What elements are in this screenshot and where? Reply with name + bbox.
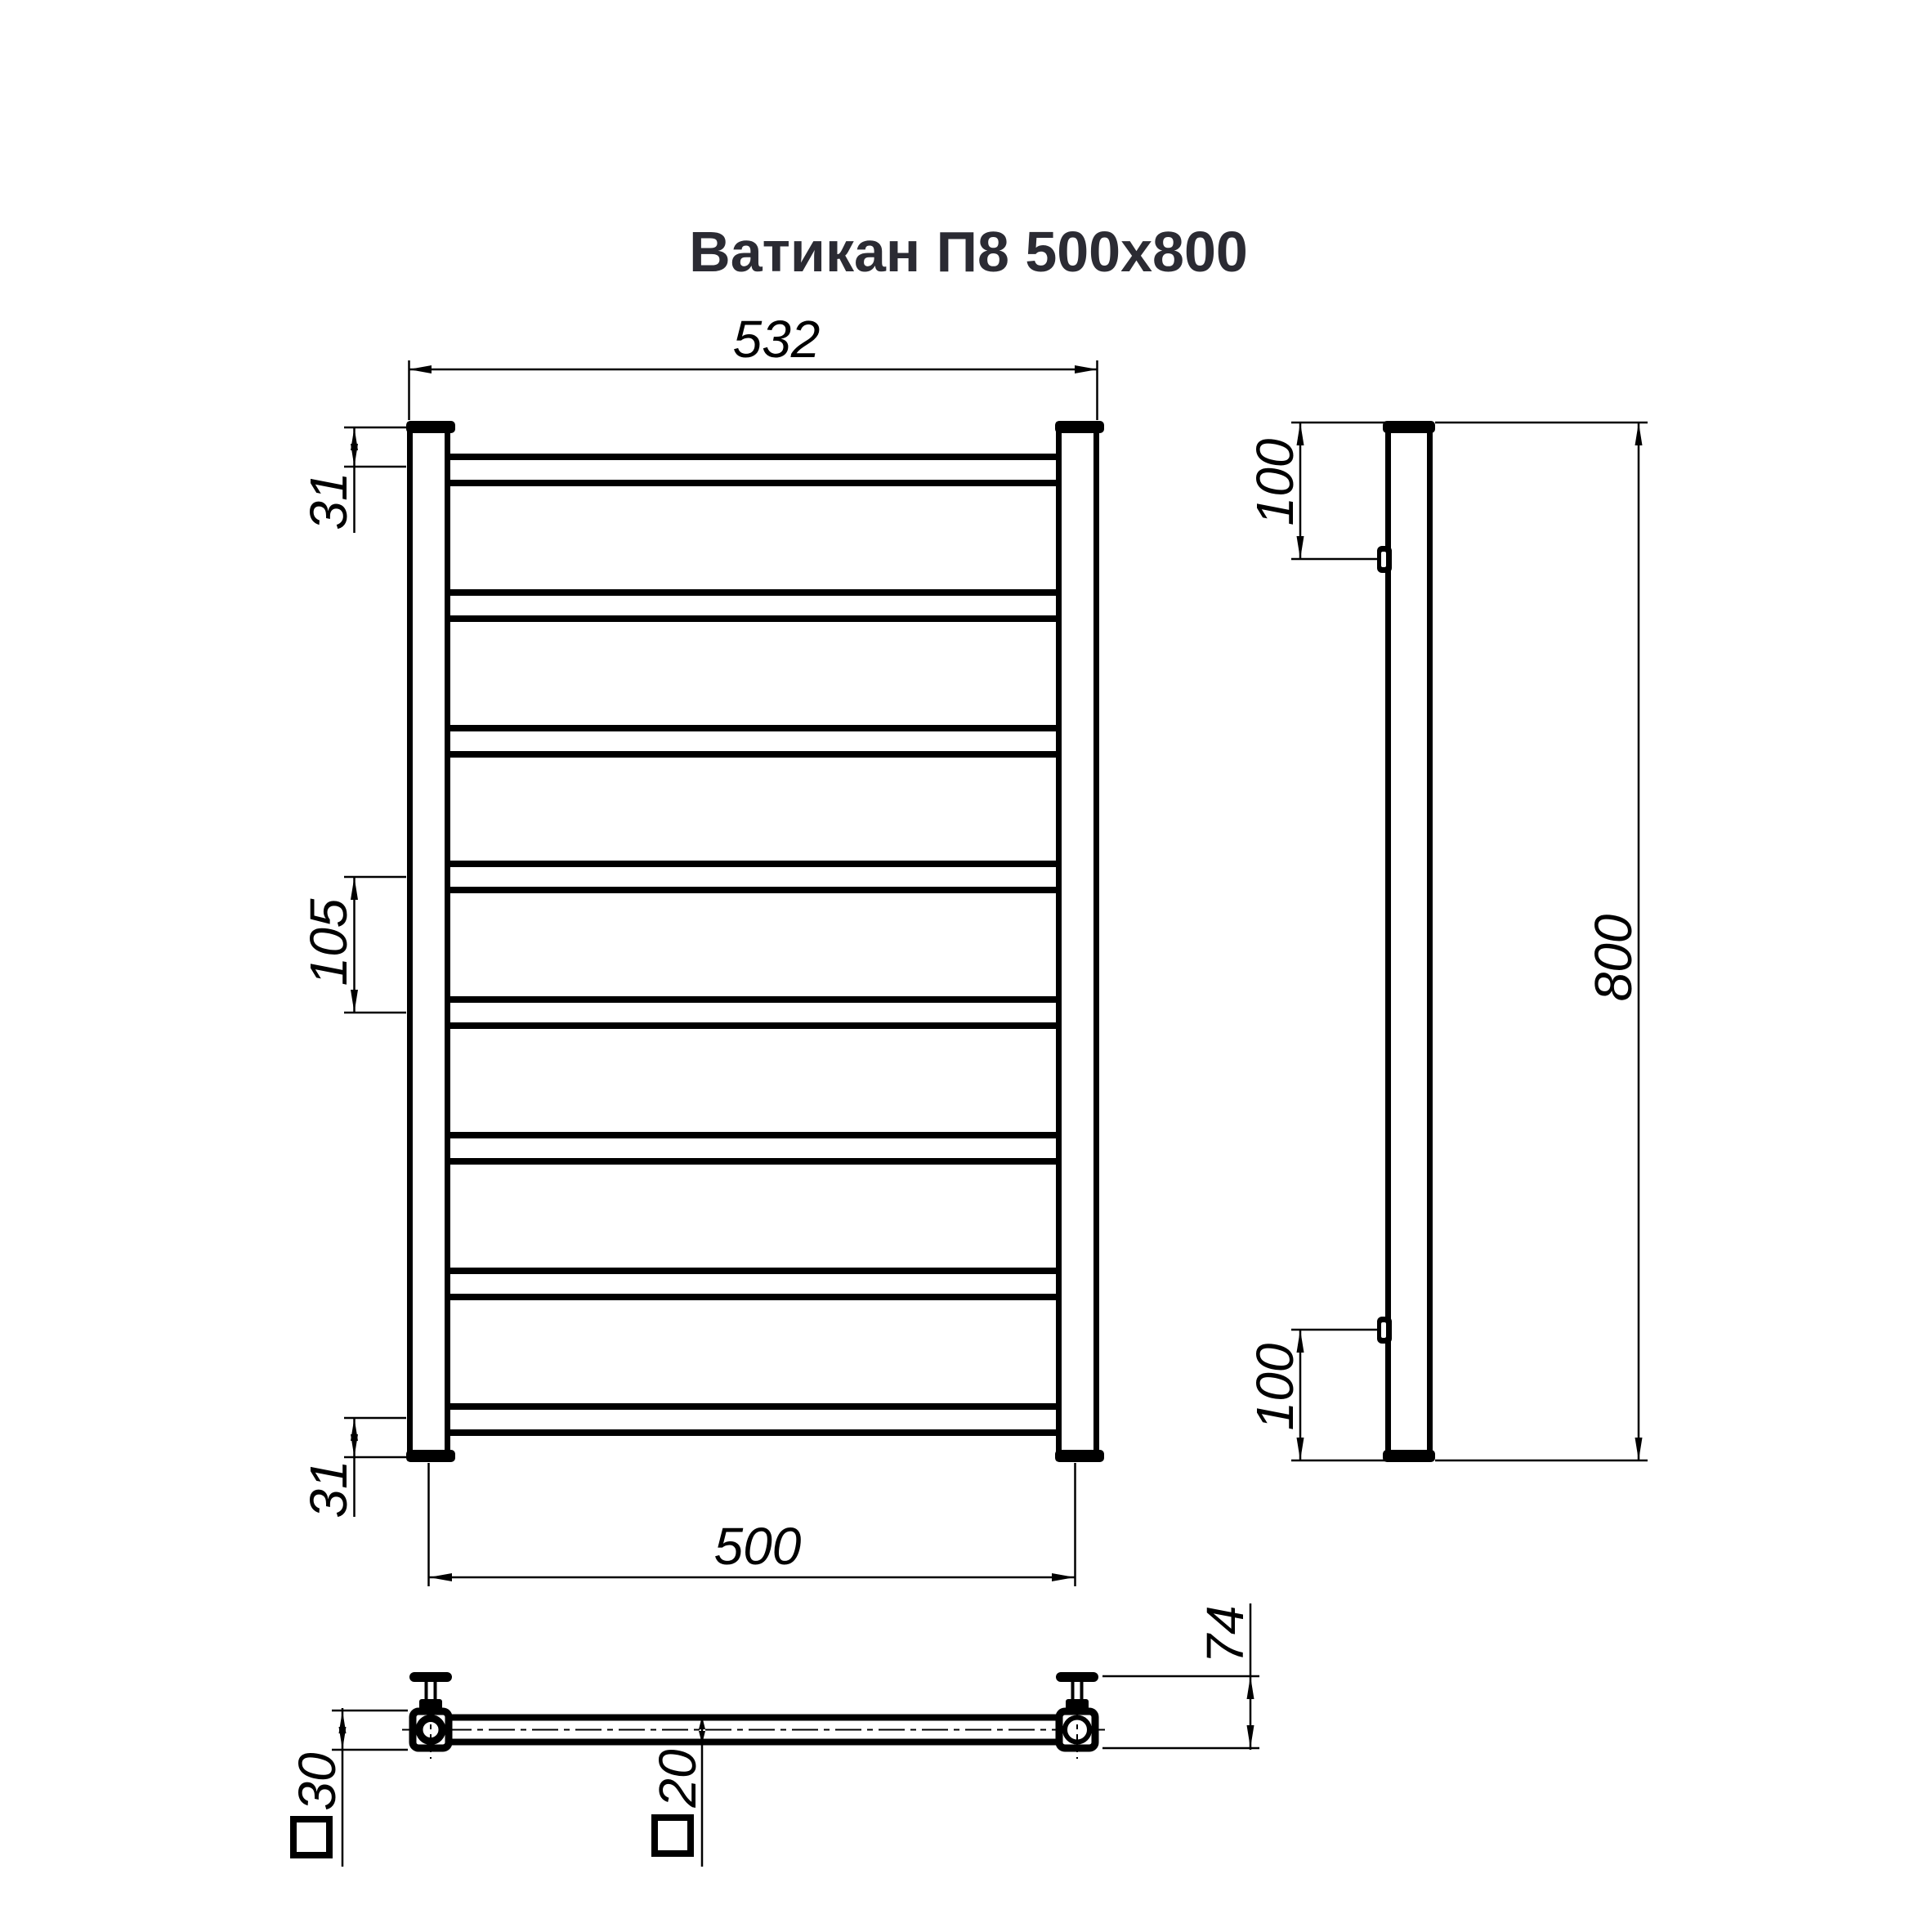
dim-top-bracket-offset: [1246, 423, 1385, 559]
rung: [448, 593, 1058, 619]
wall-plate: [1056, 1672, 1098, 1682]
dim-100-top-text: 100: [1246, 438, 1304, 526]
plan-view: [288, 1603, 1259, 1867]
dim-arrow: [1075, 365, 1098, 373]
side-post: [1389, 425, 1430, 1458]
dim-30-text: 30: [288, 1752, 347, 1811]
post-cap: [406, 1450, 455, 1462]
dim-arrow: [409, 365, 432, 373]
dim-arrow: [1635, 1438, 1643, 1460]
side-view: [1246, 421, 1648, 1462]
dim-axis-width: [429, 1463, 1076, 1586]
dim-arrow: [1247, 1725, 1254, 1748]
dim-arrow: [1052, 1573, 1075, 1581]
dim-arrow: [1635, 423, 1643, 445]
dim-arrow: [351, 1434, 358, 1457]
dim-arrow: [351, 990, 358, 1013]
dim-arrow: [1297, 536, 1304, 559]
dim-74-text: 74: [1196, 1605, 1254, 1664]
dim-bottom-offset: [299, 1418, 406, 1518]
post-cap: [1383, 421, 1435, 433]
dim-800-text: 800: [1584, 914, 1643, 1002]
left-post: [410, 425, 448, 1458]
rung: [448, 1135, 1058, 1161]
post-section-right: [1059, 1702, 1095, 1759]
dim-overall-height: [1435, 423, 1648, 1460]
post-section-left: [413, 1702, 449, 1759]
dim-arrow: [351, 444, 358, 467]
rungs: [448, 457, 1058, 1433]
dim-rung-pitch: [299, 877, 406, 1013]
dim-bottom-bracket-offset: [1246, 1330, 1385, 1460]
rung: [448, 1000, 1058, 1026]
dim-20-text: 20: [648, 1749, 707, 1808]
rung: [448, 1407, 1058, 1433]
rung: [448, 1271, 1058, 1297]
dim-overall-width: [409, 310, 1098, 420]
rung: [448, 864, 1058, 890]
wall-bracket-top: [1377, 546, 1392, 573]
post-cap: [406, 421, 455, 433]
dim-top-offset: [299, 427, 406, 533]
dim-31-top-text: 31: [299, 472, 358, 530]
right-post: [1059, 425, 1097, 1458]
square-section-symbol: [293, 1819, 329, 1855]
dim-arrow: [1297, 1438, 1304, 1460]
dim-105-text: 105: [299, 898, 358, 986]
front-view: [299, 310, 1104, 1586]
dim-rung-section: [648, 1715, 707, 1867]
dim-overall-depth: [1102, 1603, 1259, 1750]
wall-bracket-bottom: [1377, 1317, 1392, 1344]
post-cap: [1055, 1450, 1104, 1462]
drawing-title: Ватикан П8 500x800: [689, 220, 1248, 284]
post-cap: [1055, 421, 1104, 433]
dim-arrow: [351, 877, 358, 900]
dim-31-bottom-text: 31: [299, 1460, 358, 1518]
rung: [448, 728, 1058, 754]
dim-arrow: [1247, 1676, 1254, 1699]
dim-532-text: 532: [732, 310, 821, 369]
square-section-symbol: [655, 1818, 691, 1854]
dim-arrow: [339, 1727, 347, 1750]
dim-post-section: [288, 1708, 408, 1867]
post-cap: [1383, 1450, 1435, 1462]
dim-500-text: 500: [713, 1517, 802, 1576]
dim-100-bottom-text: 100: [1246, 1343, 1304, 1431]
wall-plate: [409, 1672, 452, 1682]
dim-arrow: [429, 1573, 452, 1581]
rung: [448, 457, 1058, 483]
